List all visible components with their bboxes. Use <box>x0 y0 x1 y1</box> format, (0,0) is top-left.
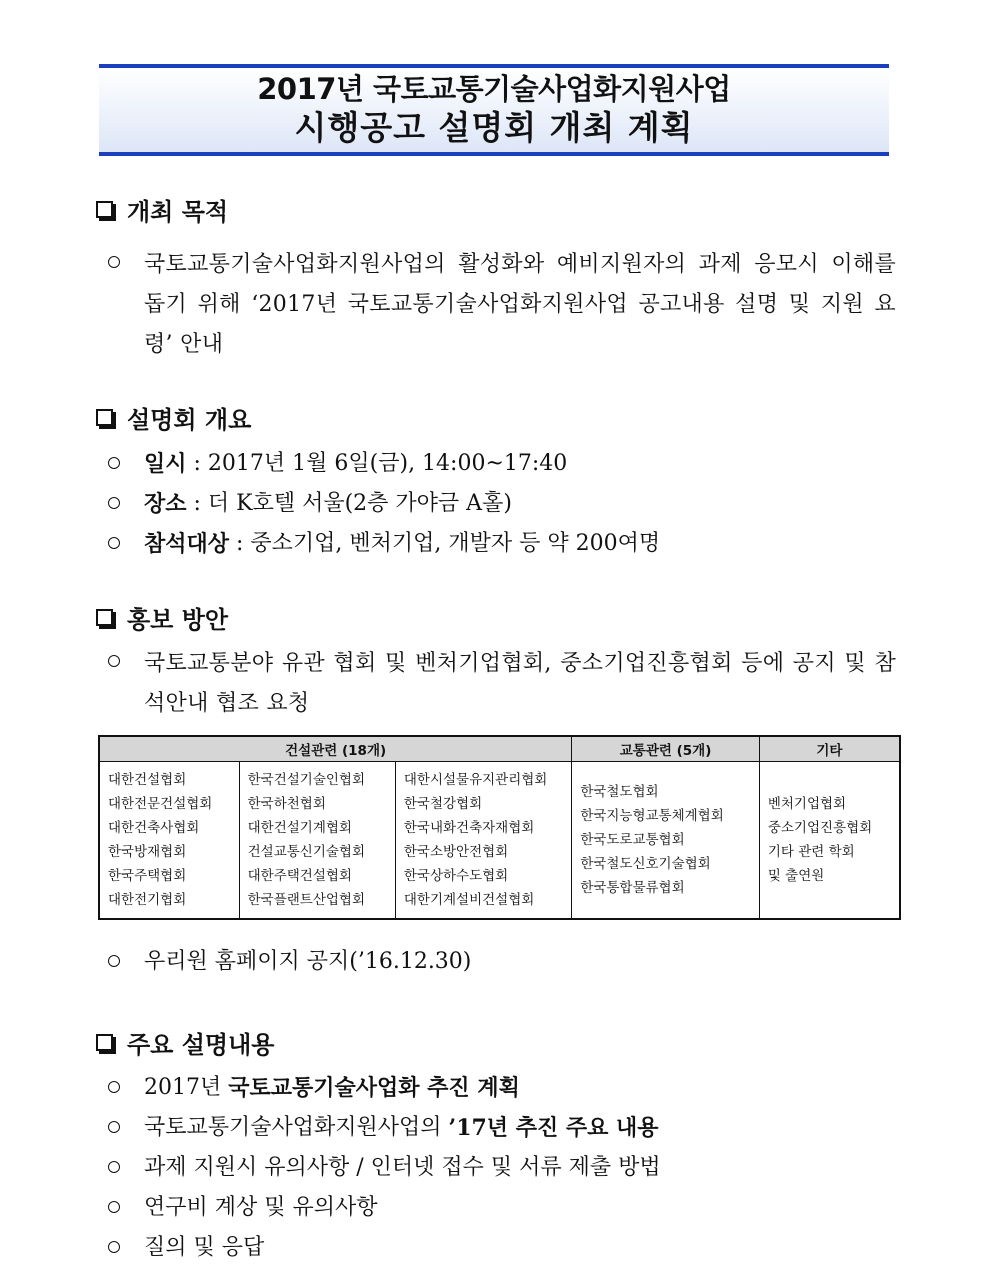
association-name: 한국내화건축자재협회 <box>403 820 535 836</box>
association-name: 대한건축사협회 <box>108 820 200 836</box>
promotion-paragraph <box>108 644 896 724</box>
association-name: 대한전문건설협회 <box>108 796 213 812</box>
circle-bullet-icon <box>108 1241 120 1253</box>
overview-value: 중소기업, 벤처기업, 개발자 등 약 200여명 <box>250 531 661 556</box>
construction-col-1 <box>99 762 239 920</box>
overview-label: 일시 <box>144 451 187 477</box>
circle-bullet-icon <box>108 655 120 667</box>
section-heading-text: 설명회 개요 <box>127 405 252 434</box>
circle-bullet-icon <box>108 1161 120 1173</box>
overview-value: 더 K호텔 서울(2층 가야금 A홀) <box>207 491 512 516</box>
section-heading-purpose <box>96 192 228 227</box>
etc-col <box>759 762 900 920</box>
content-item-plain: 연구비 계상 및 유의사항 <box>144 1195 378 1220</box>
checkbox-square-icon <box>96 609 113 626</box>
header-etc: 기타 <box>759 736 900 762</box>
association-name: 벤처기업협회 <box>767 796 847 812</box>
content-item <box>108 1150 661 1186</box>
title-line-2: 시행공고 설명회 개최 계획 <box>294 108 694 147</box>
association-name: 대한시설물유지관리협회 <box>403 772 548 788</box>
purpose-text: 국토교통기술사업화지원사업의 활성화와 예비지원자의 과제 응모시 이해를 돕기 위해 ‘2017년 국토교통기술사업화지원사업 공고내용 설명 및 지원 요령’ 안내 <box>144 252 896 357</box>
overview-item-date <box>108 446 567 482</box>
association-name: 한국도로교통협회 <box>580 832 685 848</box>
circle-bullet-icon <box>108 256 120 268</box>
circle-bullet-icon <box>108 955 120 967</box>
association-name: 한국철도협회 <box>580 784 659 800</box>
section-heading-overview <box>96 400 251 435</box>
content-item-bold: ’17년 추진 주요 내용 <box>448 1115 659 1141</box>
overview-label: 참석대상 <box>144 531 230 557</box>
section-heading-text: 개최 목적 <box>127 197 229 226</box>
association-name: 건설교통신기술협회 <box>247 844 365 860</box>
association-name: 한국철도신호기술협회 <box>580 856 711 872</box>
title-line-1: 2017년 국토교통기술사업화지원사업 <box>257 72 731 106</box>
overview-item-place <box>108 486 512 522</box>
association-name: 및 출연원 <box>767 868 825 884</box>
circle-bullet-icon <box>108 1081 120 1093</box>
circle-bullet-icon <box>108 1121 120 1133</box>
construction-col-2 <box>239 762 395 920</box>
header-construction: 건설관련 (18개) <box>99 736 572 762</box>
section-heading-text: 주요 설명내용 <box>127 1030 275 1059</box>
circle-bullet-icon <box>108 497 120 509</box>
content-item-bold: 국토교통기술사업화 추진 계획 <box>228 1075 520 1101</box>
overview-label: 장소 <box>144 491 187 517</box>
association-name: 대한전기협회 <box>108 892 187 908</box>
content-item <box>108 1230 264 1266</box>
promotion-text: 국토교통분야 유관 협회 및 벤처기업협회, 중소기업진흥협회 등에 공지 및 참석안내 협조 요청 <box>144 651 896 716</box>
overview-value: 2017년 1월 6일(금), 14:00~17:40 <box>207 451 568 476</box>
content-item-plain: 질의 및 응답 <box>144 1235 265 1260</box>
association-name: 한국지능형교통체계협회 <box>580 808 724 824</box>
header-traffic: 교통관련 (5개) <box>572 736 760 762</box>
checkbox-square-icon <box>96 409 113 426</box>
association-name: 중소기업진흥협회 <box>767 820 873 836</box>
content-item <box>108 1070 520 1106</box>
content-item-plain: 2017년 <box>144 1075 229 1100</box>
overview-item-attendees <box>108 526 660 562</box>
table-body-row <box>99 762 900 920</box>
association-name: 대한기계설비건설협회 <box>403 892 535 908</box>
circle-bullet-icon <box>108 1201 120 1213</box>
section-heading-promotion <box>96 600 228 635</box>
association-name: 한국주택협회 <box>108 868 187 884</box>
association-name: 한국플랜트산업협회 <box>247 892 365 908</box>
overview-sep: : <box>186 451 208 476</box>
content-item-plain: 과제 지원시 유의사항 / 인터넷 접수 및 서류 제출 방법 <box>144 1155 661 1180</box>
association-name: 한국소방안전협회 <box>403 844 509 860</box>
association-name: 한국통합물류협회 <box>580 880 685 896</box>
overview-sep: : <box>186 491 208 516</box>
circle-bullet-icon <box>108 457 120 469</box>
homepage-notice <box>108 944 471 980</box>
checkbox-square-icon <box>96 1034 113 1051</box>
association-name: 대한건설협회 <box>108 772 187 788</box>
purpose-paragraph <box>108 245 896 365</box>
checkbox-square-icon <box>96 201 113 218</box>
association-name: 한국철강협회 <box>403 796 483 812</box>
association-name: 한국방재협회 <box>108 844 187 860</box>
association-name: 기타 관련 학회 <box>767 844 855 860</box>
association-name: 대한건설기계협회 <box>247 820 352 836</box>
association-name: 대한주택건설협회 <box>247 868 352 884</box>
table-header-row <box>99 736 900 762</box>
traffic-col <box>572 762 760 920</box>
section-heading-content <box>96 1025 274 1060</box>
content-item-plain: 국토교통기술사업화지원사업의 <box>144 1115 449 1140</box>
association-name: 한국건설기술인협회 <box>247 772 365 788</box>
document-title <box>99 64 889 156</box>
association-name: 한국상하수도협회 <box>403 868 509 884</box>
association-name: 한국하천협회 <box>247 796 326 812</box>
overview-sep: : <box>229 531 251 556</box>
homepage-text: 우리원 홈페이지 공지(’16.12.30) <box>144 949 472 974</box>
content-item <box>108 1190 378 1226</box>
association-table <box>98 735 901 920</box>
circle-bullet-icon <box>108 537 120 549</box>
construction-col-3 <box>395 762 571 920</box>
content-item <box>108 1110 659 1146</box>
section-heading-text: 홍보 방안 <box>127 605 229 634</box>
